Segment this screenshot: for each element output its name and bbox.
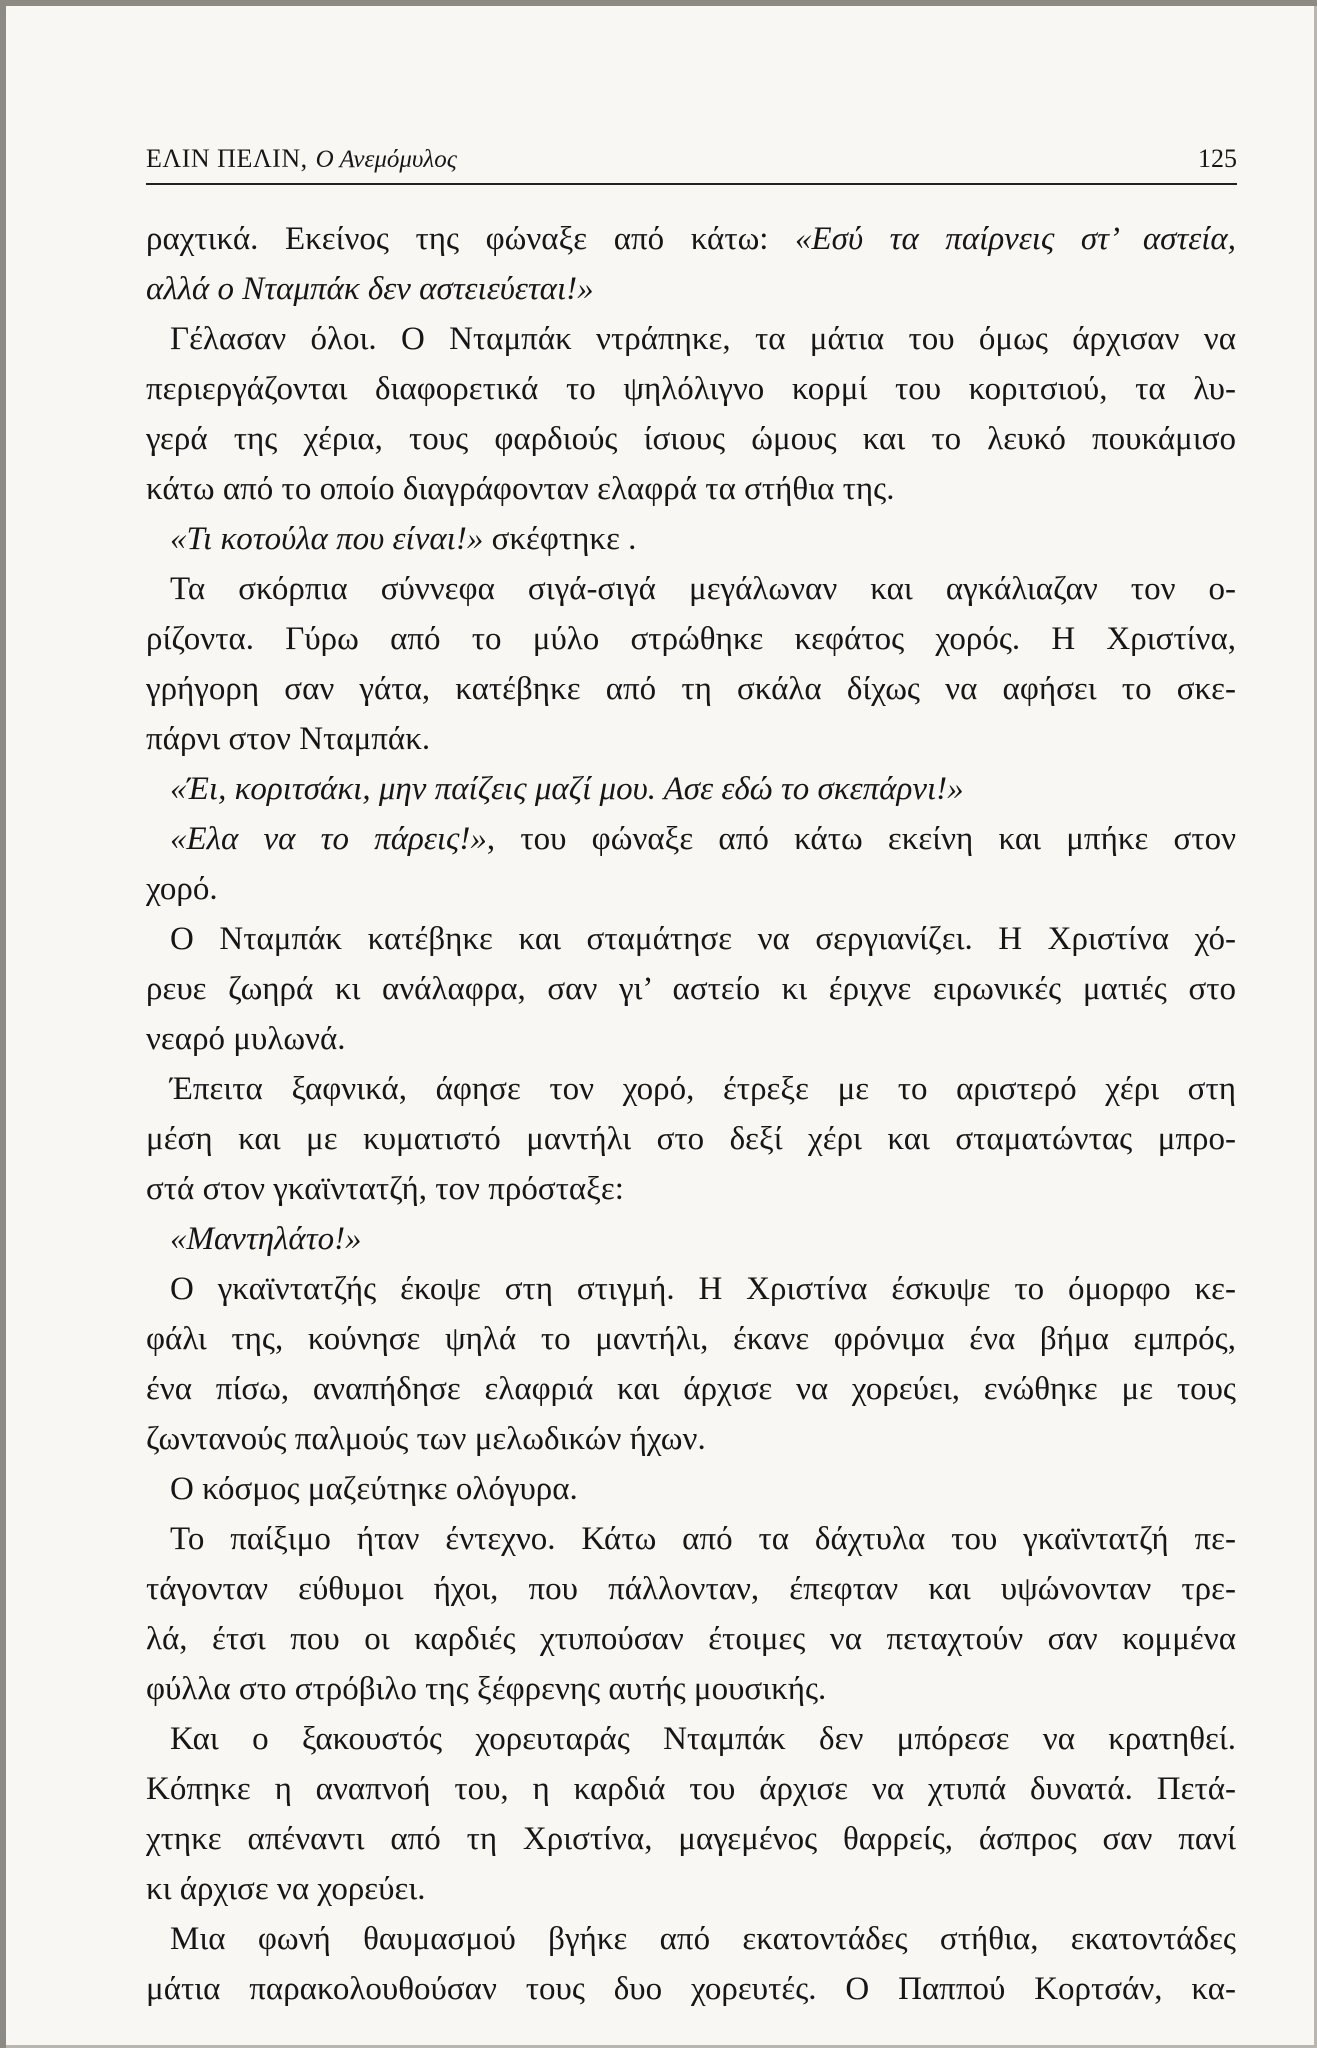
paragraph: [146, 1214, 1236, 1264]
text-run: πάρνι στον Νταμπάκ.: [146, 721, 431, 757]
text-line: [146, 1114, 1236, 1164]
text-run: νεαρό μυλωνά.: [146, 1021, 346, 1057]
paragraph: [146, 814, 1236, 914]
text-line: [146, 764, 1236, 814]
emphasized-text: «Τι κοτούλα που είναι!»: [170, 521, 484, 557]
text-run: Γέλασαν όλοι. Ο Νταμπάκ ντράπηκε, τα μάτια του όμως άρχισαν να: [170, 321, 1236, 357]
text-line: [146, 364, 1236, 414]
text-run: τάγονταν εύθυμοι ήχοι, που πάλλονταν, έπεφταν και υψώνονταν τρε-: [146, 1571, 1236, 1607]
text-run: Ο γκαϊντατζής έκοψε στη στιγμή. Η Χριστίνα έσκυψε το όμορφο κε-: [170, 1271, 1236, 1307]
text-line: [146, 1214, 1236, 1264]
paragraph: [146, 214, 1236, 314]
text-run: Κόπηκε η αναπνοή του, η καρδιά του άρχισε να χτυπά δυνατά. Πετά-: [146, 1771, 1236, 1807]
text-line: [146, 1814, 1236, 1864]
text-run: ρευε ζωηρά κι ανάλαφρα, σαν γι’ αστείο κι έριχνε ειρωνικές ματιές στο: [146, 971, 1236, 1007]
paragraph: [146, 1064, 1236, 1214]
page-number: 125: [1198, 144, 1237, 173]
text-line: [146, 1714, 1236, 1764]
header-author: ΕΛΙΝ ΠΕΛΙΝ,: [146, 144, 308, 173]
text-line: [146, 664, 1236, 714]
text-run: Ο Νταμπάκ κατέβηκε και σταμάτησε να σεργιανίζει. Η Χριστίνα χό-: [170, 921, 1236, 957]
text-run: γρήγορη σαν γάτα, κατέβηκε από τη σκάλα δίχως να αφήσει το σκε-: [146, 671, 1236, 707]
text-run: χορό.: [146, 871, 218, 907]
text-line: [146, 1964, 1236, 2014]
text-line: [146, 1514, 1236, 1564]
text-line: [146, 1564, 1236, 1614]
text-line: [146, 1264, 1236, 1314]
text-run: κι άρχισε να χορεύει.: [146, 1871, 426, 1907]
text-line: [146, 1164, 1236, 1214]
paragraph: [146, 564, 1236, 764]
text-line: [146, 514, 1236, 564]
text-line: [146, 1614, 1236, 1664]
text-run: Τα σκόρπια σύννεφα σιγά-σιγά μεγάλωναν και αγκάλιαζαν τον ο-: [170, 571, 1236, 607]
text-run: κάτω από το οποίο διαγράφονταν ελαφρά τα στήθια της.: [146, 471, 895, 507]
text-line: [146, 1664, 1236, 1714]
text-run: Το παίξιμο ήταν έντεχνο. Κάτω από τα δάχτυλα του γκαϊντατζή πε-: [170, 1521, 1236, 1557]
paragraph: [146, 914, 1236, 1064]
text-run: , του φώναξε από κάτω εκείνη και μπήκε στον: [486, 821, 1236, 857]
emphasized-text: «Εσύ τα παίρνεις στ’ αστεία,: [795, 221, 1236, 257]
text-line: [146, 1414, 1236, 1464]
text-run: χτηκε απέναντι από τη Χριστίνα, μαγεμένος θαρρείς, άσπρος σαν πανί: [146, 1821, 1236, 1857]
text-run: γερά της χέρια, τους φαρδιούς ίσιους ώμους και το λευκό πουκάμισο: [146, 421, 1236, 457]
text-line: [146, 1014, 1236, 1064]
emphasized-text: αλλά ο Νταμπάκ δεν αστειεύεται!»: [146, 271, 594, 307]
paragraph: [146, 1264, 1236, 1464]
header-book-title: Ο Ανεμόμυλος: [315, 146, 457, 173]
text-line: [146, 464, 1236, 514]
text-run: ραχτικά. Εκείνος της φώναξε από κάτω:: [146, 221, 796, 257]
text-run: σκέφτηκε .: [483, 521, 637, 557]
text-run: ένα πίσω, αναπήδησε ελαφριά και άρχισε να χορεύει, ενώθηκε με τους: [146, 1371, 1236, 1407]
paragraph: [146, 1464, 1236, 1514]
paragraph: [146, 514, 1236, 564]
emphasized-text: «Έι, κοριτσάκι, μην παίζεις μαζί μου. Ασε εδώ το σκεπάρνι!»: [170, 771, 964, 807]
text-run: ρίζοντα. Γύρω από το μύλο στρώθηκε κεφάτος χορός. Η Χριστίνα,: [146, 621, 1236, 657]
paragraph: [146, 1914, 1236, 2014]
emphasized-text: «Μαντηλάτο!»: [170, 1221, 362, 1257]
text-run: φύλλα στο στρόβιλο της ξέφρενης αυτής μουσικής.: [146, 1671, 827, 1707]
text-run: μέση και με κυματιστό μαντήλι στο δεξί χέρι και σταματώντας μπρο-: [146, 1121, 1236, 1157]
text-run: φάλι της, κούνησε ψηλά το μαντήλι, έκανε φρόνιμα ένα βήμα εμπρός,: [146, 1321, 1236, 1357]
paragraph: [146, 1714, 1236, 1914]
text-line: [146, 414, 1236, 464]
text-line: [146, 1364, 1236, 1414]
paragraph: [146, 1514, 1236, 1714]
text-run: λά, έτσι που οι καρδιές χτυπούσαν έτοιμες να πεταχτούν σαν κομμένα: [146, 1621, 1236, 1657]
text-run: περιεργάζονται διαφορετικά το ψηλόλιγνο κορμί του κοριτσιού, τα λυ-: [146, 371, 1236, 407]
text-line: [146, 1764, 1236, 1814]
text-line: [146, 564, 1236, 614]
text-run: Μια φωνή θαυμασμού βγήκε από εκατοντάδες στήθια, εκατοντάδες: [170, 1921, 1236, 1957]
text-run: Έπειτα ξαφνικά, άφησε τον χορό, έτρεξε με το αριστερό χέρι στη: [170, 1071, 1236, 1107]
running-header: [146, 141, 1237, 177]
text-line: [146, 314, 1236, 364]
header-rule: [146, 183, 1237, 185]
text-line: [146, 1864, 1236, 1914]
body-text: [146, 214, 1236, 2014]
text-line: [146, 214, 1236, 264]
text-line: [146, 614, 1236, 664]
text-run: μάτια παρακολουθούσαν τους δυο χορευτές. Ο Παππού Κορτσάν, κα-: [146, 1971, 1236, 2007]
emphasized-text: «Ελα να το πάρεις!»: [170, 821, 487, 857]
text-line: [146, 714, 1236, 764]
text-line: [146, 864, 1236, 914]
text-line: [146, 1464, 1236, 1514]
paragraph: [146, 314, 1236, 514]
text-run: Ο κόσμος μαζεύτηκε ολόγυρα.: [170, 1471, 578, 1507]
text-line: [146, 1314, 1236, 1364]
text-line: [146, 1064, 1236, 1114]
text-line: [146, 264, 1236, 314]
paragraph: [146, 764, 1236, 814]
text-line: [146, 1914, 1236, 1964]
text-line: [146, 964, 1236, 1014]
text-line: [146, 914, 1236, 964]
text-run: ζωντανούς παλμούς των μελωδικών ήχων.: [146, 1421, 706, 1457]
text-run: στά στον γκαϊντατζή, τον πρόσταξε:: [146, 1171, 624, 1207]
text-run: Και ο ξακουστός χορευταράς Νταμπάκ δεν μπόρεσε να κρατηθεί.: [170, 1721, 1236, 1757]
text-line: [146, 814, 1236, 864]
